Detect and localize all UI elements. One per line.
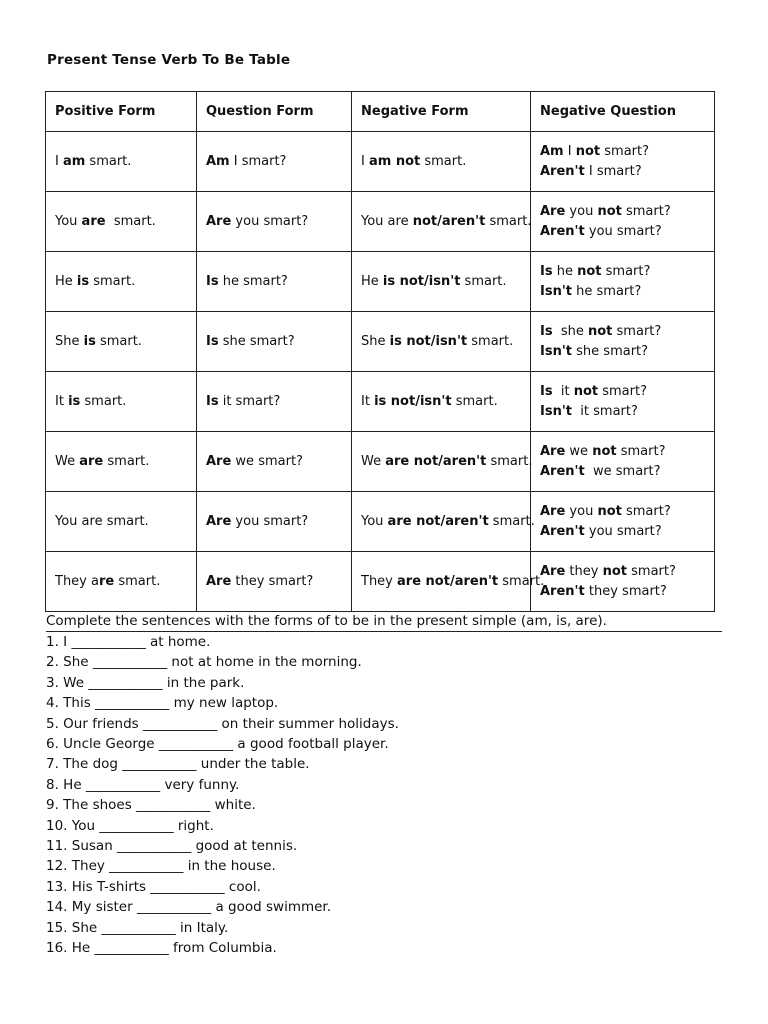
question-form-cell [197,192,352,252]
table-row [46,252,715,312]
cell-text: he [552,263,578,279]
negative-question-line [540,262,705,282]
exercise-sentence: 13. His T-shirts ___________ cool. [46,878,261,895]
cell-text: he smart? [572,283,642,299]
bold-verb-text: Is [206,393,219,409]
cell-content [55,332,187,352]
cell-text: smart. [420,153,467,169]
cell-text: smart? [601,263,651,279]
negative-question-line [540,282,705,302]
cell-text: I smart? [584,163,642,179]
positive-form-cell [46,312,197,372]
question-form-cell [197,552,352,612]
cell-text: We [361,453,386,469]
cell-text: smart. [103,453,150,469]
negative-question-cell [531,372,715,432]
exercise-sentence: 12. They ___________ in the house. [46,858,276,875]
negative-question-line [540,162,705,182]
bold-verb-text: are [81,213,106,229]
cell-text: smart? [600,143,650,159]
cell-text: you [565,203,598,219]
question-form-cell [197,312,352,372]
bold-verb-text: Is [206,333,219,349]
negative-question-line [540,502,705,522]
bold-verb-text: are not/aren't [387,513,489,529]
bold-verb-text: Is [540,383,553,399]
table-row [46,312,715,372]
cell-content [361,452,533,472]
bold-verb-text: are not/aren't [385,453,487,469]
cell-text: I [55,153,63,169]
bold-verb-text: Isn't [540,343,573,359]
bold-verb-text: is not/isn't [382,273,461,289]
bold-verb-text: is not/isn't [389,333,468,349]
header-negative-question: Negative Question [531,92,715,132]
exercise-sentence: 15. She ___________ in Italy. [46,919,229,936]
cell-content [55,392,187,412]
positive-form-cell [46,372,197,432]
bold-verb-text: Am [540,143,564,159]
cell-content [206,512,342,532]
negative-question-line [540,402,705,422]
bold-verb-text: Isn't [540,403,573,419]
cell-text: smart. [114,573,161,589]
cell-text: He [55,273,77,289]
table-row [46,552,715,612]
cell-content [206,152,342,172]
cell-text: smart. [498,573,545,589]
cell-text: smart? [598,383,647,399]
negative-question-line [540,142,705,162]
positive-form-cell [46,432,197,492]
negative-question-line [540,342,705,362]
cell-text: smart? [627,563,676,579]
cell-text: smart. [95,333,142,349]
positive-form-cell [46,552,197,612]
negative-form-cell [352,372,531,432]
negative-question-cell [531,432,715,492]
cell-text: you smart? [231,213,309,229]
cell-text: smart. [80,393,127,409]
table-body [46,132,715,612]
cell-content [206,272,342,292]
cell-text: you smart? [231,513,309,529]
negative-form-cell [352,552,545,612]
bold-verb-text: Is [540,323,553,339]
negative-question-cell [531,492,715,552]
cell-text: you [565,503,598,519]
negative-question-line [540,462,705,482]
cell-text: you smart? [584,523,662,539]
cell-text: smart? [612,323,662,339]
question-form-cell [197,132,352,192]
table-header-row [46,92,715,132]
cell-text: we [565,443,593,459]
cell-content [55,572,187,592]
negative-question-cell [531,552,715,612]
cell-text: They [361,573,398,589]
question-form-cell [197,432,352,492]
negative-form-cell [352,192,531,252]
cell-text: it smart? [572,403,638,419]
cell-content [206,212,342,232]
table-row [46,192,715,252]
cell-text: it smart? [218,393,281,409]
cell-content [206,572,342,592]
cell-text: You [361,513,388,529]
negative-question-line [540,522,705,542]
cell-content [361,212,532,232]
negative-form-cell [352,312,531,372]
cell-content [206,332,342,352]
cell-text: She [361,333,390,349]
cell-content [206,392,342,412]
negative-question-line [540,562,705,582]
negative-question-line [540,202,705,222]
cell-text: You [55,213,82,229]
cell-text: smart. [451,393,498,409]
bold-verb-text: am not [368,153,421,169]
cell-text: I [563,143,576,159]
cell-text: smart. [85,153,132,169]
bold-verb-text: am [62,153,86,169]
bold-verb-text: Are [206,213,232,229]
cell-text: I smart? [229,153,287,169]
cell-text: You are [361,213,413,229]
table-row [46,432,715,492]
exercise-sentence: 11. Susan ___________ good at tennis. [46,838,298,855]
exercise-sentence: 6. Uncle George ___________ a good football player. [46,736,389,753]
cell-text: smart. [105,213,156,229]
exercise-sentence: 4. This ___________ my new laptop. [46,695,279,712]
bold-verb-text: Am [206,153,230,169]
bold-verb-text: Aren't [540,523,585,539]
cell-text: we smart? [584,463,661,479]
cell-content [361,152,521,172]
cell-content [361,332,521,352]
cell-text: She [55,333,84,349]
bold-verb-text: Are [206,453,232,469]
negative-form-cell [352,252,531,312]
bold-verb-text: Is [206,273,219,289]
exercise-sentence: 1. I ___________ at home. [46,634,211,650]
bold-verb-text: not [573,383,599,399]
negative-question-cell [531,312,715,372]
question-form-cell [197,492,352,552]
cell-content [206,452,342,472]
cell-text: smart. [460,273,507,289]
cell-content [361,272,521,292]
bold-verb-text: Are [540,203,566,219]
cell-content [55,272,187,292]
bold-verb-text: is [68,393,81,409]
exercise-sentence: 8. He ___________ very funny. [46,776,240,793]
bold-verb-text: not [588,323,613,339]
negative-question-line [540,382,705,402]
cell-text: she smart? [572,343,649,359]
exercise-sentence: 3. We ___________ in the park. [46,674,245,691]
negative-form-cell [352,432,531,492]
exercise-section [46,612,722,959]
negative-question-line [540,582,705,602]
bold-verb-text: Are [206,573,232,589]
cell-text: We [55,453,80,469]
negative-question-line [540,442,705,462]
cell-text: smart. [486,453,533,469]
cell-text: smart. [89,273,136,289]
bold-verb-text: Aren't [540,223,585,239]
question-form-cell [197,252,352,312]
header-positive-form: Positive Form [46,92,197,132]
bold-verb-text: Is [540,263,553,279]
exercise-sentence: 5. Our friends ___________ on their summer holidays. [46,715,399,732]
cell-content [55,152,187,172]
positive-form-cell [46,492,197,552]
negative-question-line [540,322,705,342]
header-question-form: Question Form [197,92,352,132]
cell-text: they [565,563,603,579]
cell-text: he smart? [218,273,288,289]
table-row [46,492,715,552]
cell-text: smart? [621,503,671,519]
positive-form-cell [46,192,197,252]
cell-text: we smart? [231,453,303,469]
exercise-sentence: 10. You ___________ right. [46,817,214,834]
cell-text: You are smart. [55,513,149,529]
bold-verb-text: not/aren't [412,213,486,229]
exercise-sentence: 7. The dog ___________ under the table. [46,756,310,773]
bold-verb-text: not [577,263,602,279]
cell-text: smart. [467,333,514,349]
bold-verb-text: not [602,563,627,579]
cell-content [361,512,535,532]
negative-form-cell [352,132,531,192]
bold-verb-text: Aren't [540,163,585,179]
exercise-sentence: 16. He ___________ from Columbia. [46,940,277,957]
negative-question-cell [531,192,715,252]
sentence-list [46,632,722,959]
cell-text: it [552,383,574,399]
bold-verb-text: Are [540,503,566,519]
bold-verb-text: Are [540,563,566,579]
cell-text: He [361,273,383,289]
bold-verb-text: Are [540,443,566,459]
bold-verb-text: not [575,143,601,159]
bold-verb-text: not [597,203,622,219]
bold-verb-text: Isn't [540,283,573,299]
cell-text: I [361,153,369,169]
exercise-sentence: 2. She ___________ not at home in the morning. [46,654,362,671]
positive-form-cell [46,252,197,312]
bold-verb-text: Are [206,513,232,529]
bold-verb-text: Aren't [540,463,585,479]
verb-to-be-table [45,91,715,612]
cell-text: It [361,393,375,409]
bold-verb-text: are not/aren't [397,573,499,589]
negative-form-cell [352,492,535,552]
cell-text: they smart? [231,573,314,589]
cell-text: they smart? [584,583,667,599]
bold-verb-text: are [79,453,104,469]
cell-text: It [55,393,69,409]
question-form-cell [197,372,352,432]
negative-question-line [540,222,705,242]
cell-text: smart? [616,443,666,459]
cell-text: smart. [488,513,535,529]
page-title: Present Tense Verb To Be Table [47,52,291,68]
positive-form-cell [46,132,197,192]
cell-text: you smart? [584,223,662,239]
cell-text: she [552,323,588,339]
header-negative-form: Negative Form [352,92,531,132]
bold-verb-text: Aren't [540,583,585,599]
table-row [46,372,715,432]
cell-content [361,392,521,412]
negative-question-cell [531,252,715,312]
exercise-instruction: Complete the sentences with the forms of to be in the present simple (am, is, are). [46,612,722,632]
exercise-sentence: 9. The shoes ___________ white. [46,797,256,814]
cell-text: she smart? [218,333,295,349]
bold-verb-text: is not/isn't [374,393,452,409]
bold-verb-text: not [597,503,622,519]
cell-text: They a [55,573,99,589]
cell-content [55,512,187,532]
negative-question-cell [531,132,715,192]
bold-verb-text: not [592,443,617,459]
bold-verb-text: is [83,333,96,349]
table-row [46,132,715,192]
cell-text: smart. [485,213,532,229]
exercise-sentence: 14. My sister ___________ a good swimmer. [46,899,332,916]
cell-text: smart? [621,203,671,219]
cell-content [55,212,187,232]
bold-verb-text: is [76,273,90,289]
cell-content [361,572,545,592]
bold-verb-text: re [98,573,115,589]
cell-content [55,452,187,472]
